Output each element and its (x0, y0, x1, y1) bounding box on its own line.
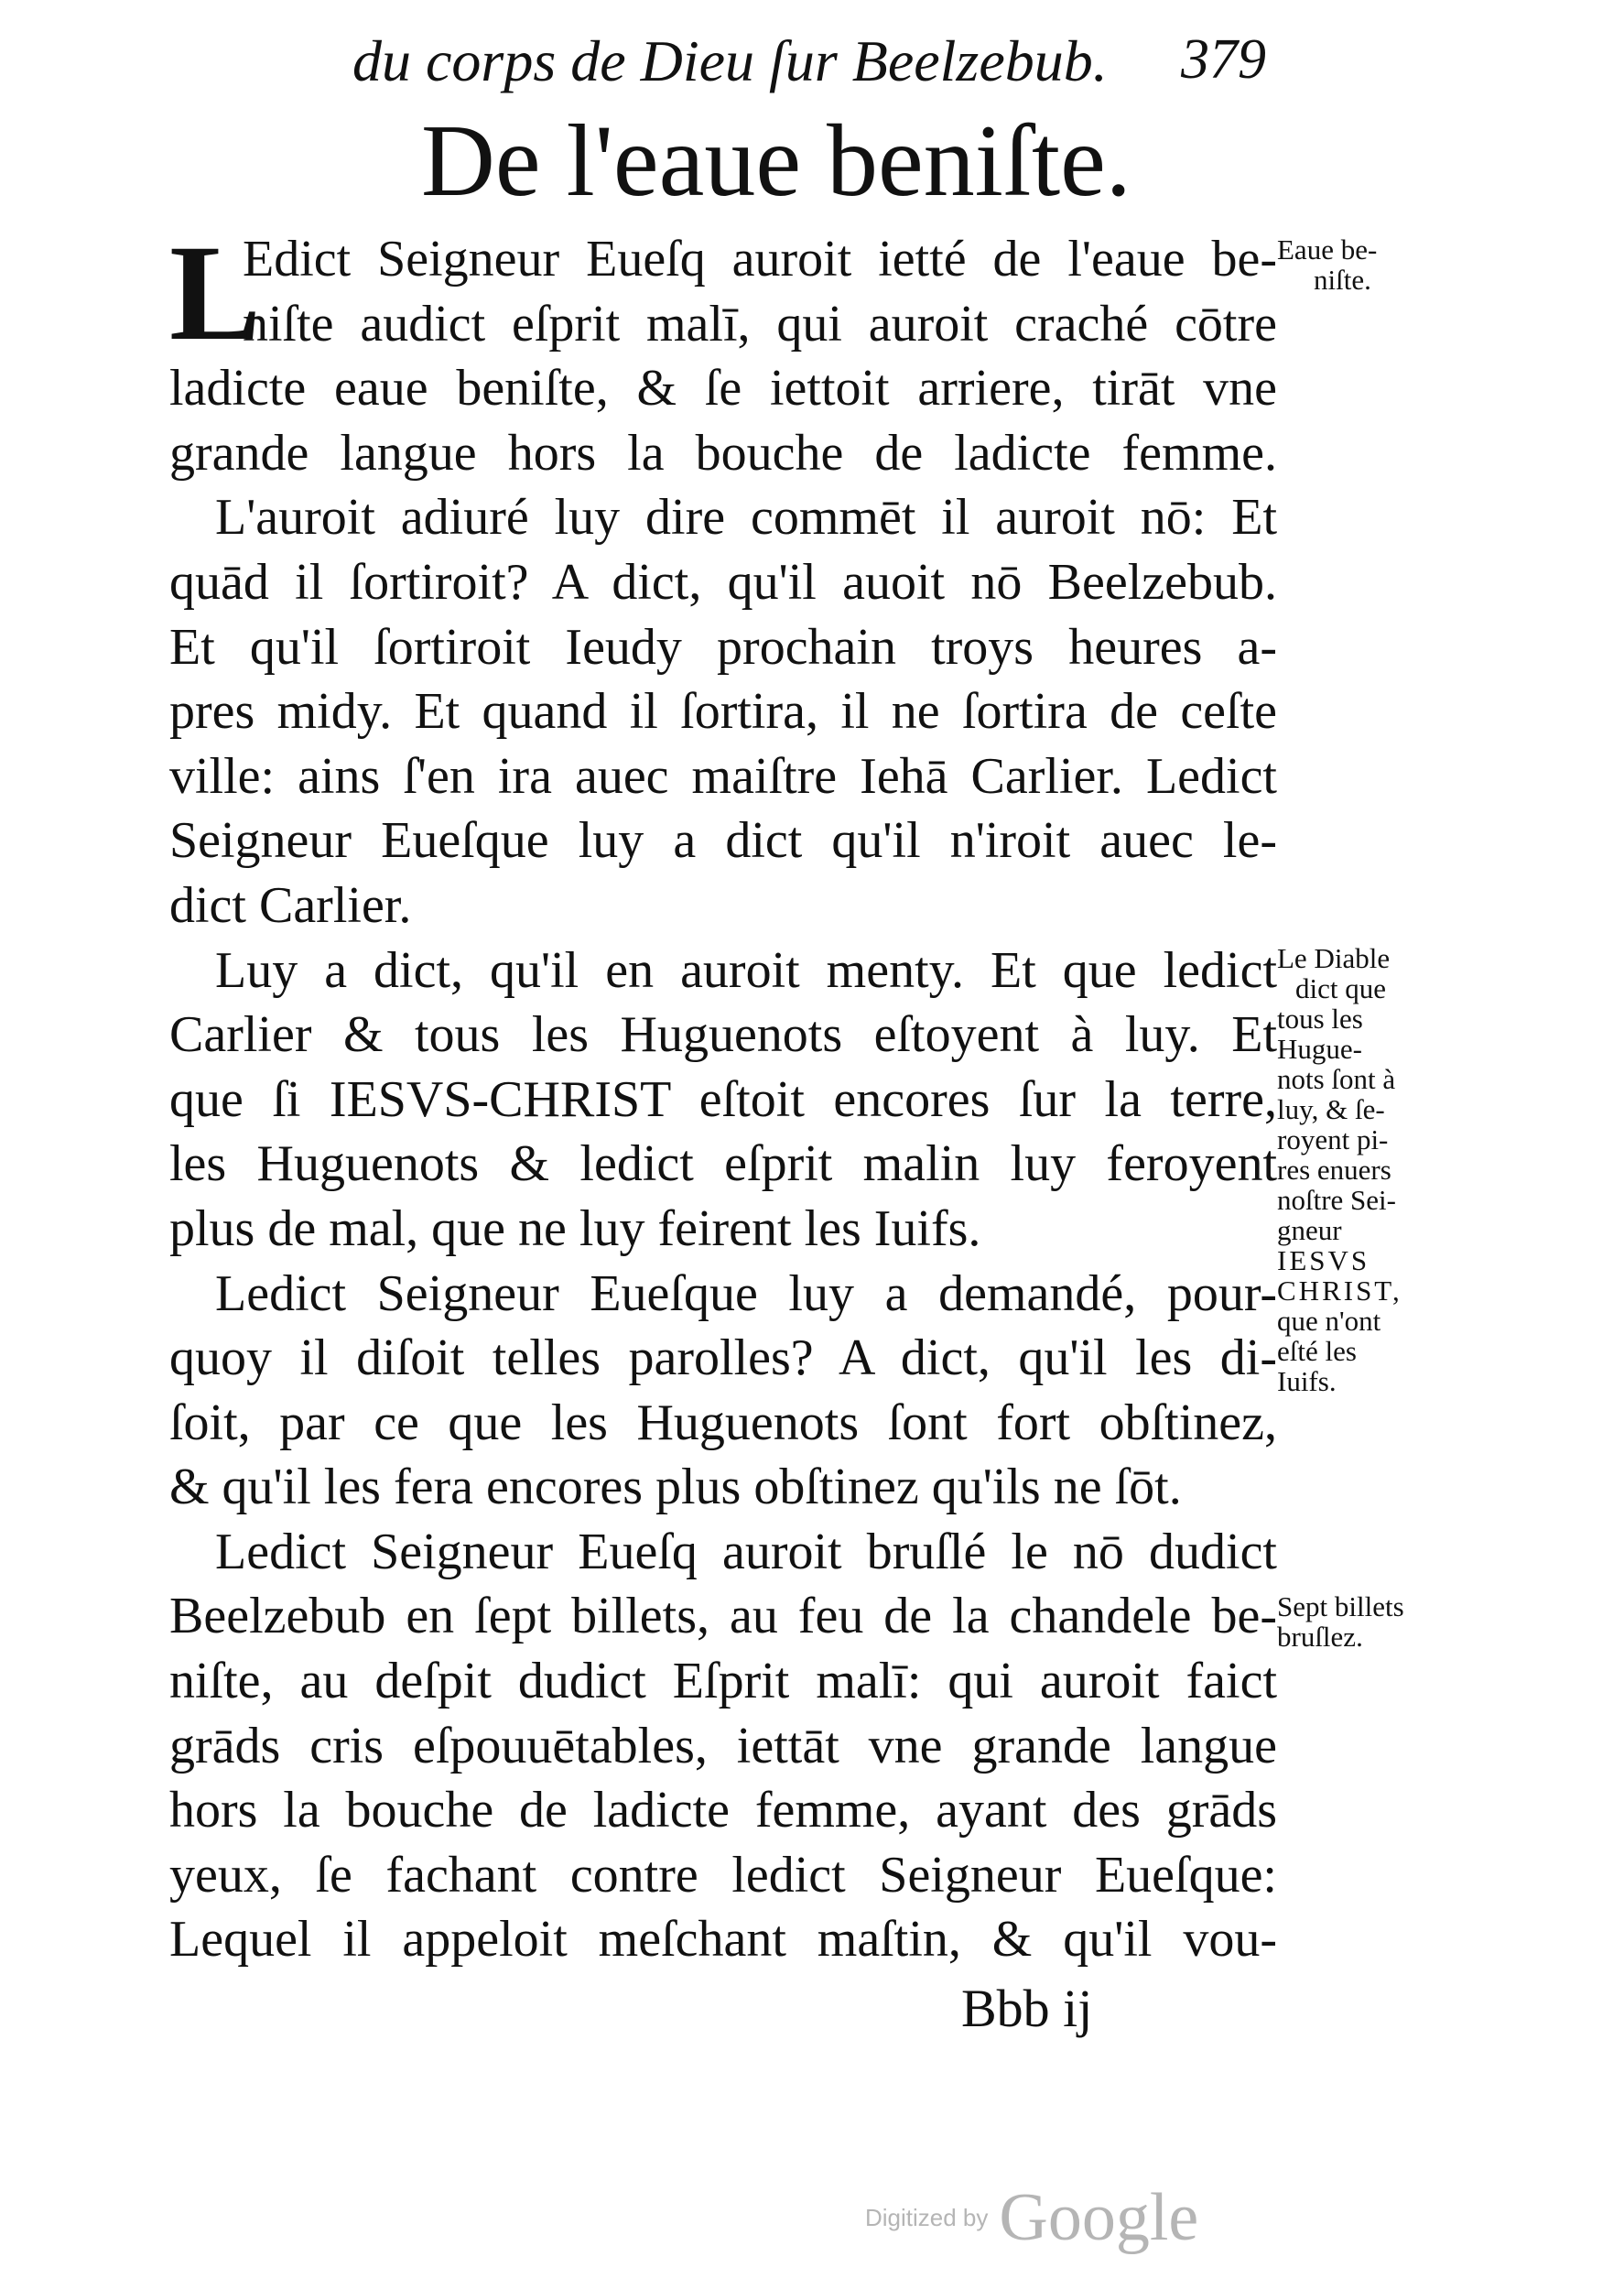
text-line: pres midy. Et quand il ſortira, il ne ſortira de ceſte (169, 683, 1277, 741)
google-logo: Google (999, 2180, 1199, 2255)
text-line: Edict Seigneur Eueſq auroit ietté de l'eaue be- (243, 231, 1277, 287)
text-line: Carlier & tous les Huguenots eſtoyent à luy. Et (169, 1006, 1277, 1064)
text-line: ville: ains ſ'en ira auec maiſtre Iehā Carlier. Ledict (169, 747, 1277, 805)
running-head: du corps de Dieu ſur Beelzebub. (352, 28, 1108, 93)
text-line: L'auroit adiuré luy dire commēt il auroit nō: Et (215, 489, 1277, 547)
text-line: ſoit, par ce que les Huguenots ſont fort obſtinez, (169, 1394, 1277, 1451)
text-line: & qu'il les fera encores plus obſtinez qu'ils ne ſōt. (169, 1459, 1182, 1516)
margin-note-line: Le Diable (1277, 942, 1391, 974)
digitized-by-label: Digitized by (865, 2204, 989, 2231)
margin-note-line: bruſlez. (1277, 1621, 1363, 1653)
text-line: grande langue hors la bouche de ladicte femme. (169, 424, 1277, 482)
margin-note-line: Iuifs. (1277, 1365, 1337, 1397)
margin-note-line: Hugue- (1277, 1033, 1362, 1065)
margin-note-line: Sept billets (1277, 1590, 1404, 1622)
drop-cap: L (169, 217, 262, 369)
margin-note-line: Eaue be- (1277, 233, 1378, 266)
text-line: quād il ſortiroit? A dict, qu'il auoit nō Beelzebub. (169, 553, 1277, 611)
text-line: Luy a dict, qu'il en auroit menty. Et que ledict (215, 941, 1277, 999)
text-line: quoy il diſoit telles parolles? A dict, qu'il les di- (169, 1329, 1277, 1387)
margin-note-line: eſté les (1277, 1335, 1357, 1367)
margin-note-line: nots ſont à (1277, 1063, 1396, 1095)
page-number: 379 (1181, 28, 1266, 91)
text-line: Et qu'il ſortiroit Ieudy prochain troys heures a- (169, 618, 1277, 676)
text-line: Beelzebub en ſept billets, au feu de la chandele be- (169, 1588, 1277, 1645)
margin-note-diable (1277, 943, 1437, 1396)
body-text (169, 217, 1277, 1972)
text-line: que ſi IESVS-CHRIST eſtoit encores ſur la terre, (169, 1070, 1277, 1128)
signature-mark: Bbb ij (961, 1979, 1093, 2038)
text-line: Lequel il appeloit meſchant maſtin, & qu'il vou- (169, 1911, 1277, 1969)
text-line: grāds cris eſpouuētables, iettāt vne grande langue (169, 1717, 1277, 1774)
margin-note-line: IESVS (1277, 1244, 1370, 1276)
margin-note-line: res enuers (1277, 1154, 1391, 1186)
text-line: yeux, ſe fachant contre ledict Seigneur Eueſque: (169, 1846, 1277, 1904)
text-line: Seigneur Eueſque luy a dict qu'il n'iroit auec le- (169, 812, 1277, 870)
margin-note-sept-billets (1277, 1591, 1437, 1652)
text-line: niſte audict eſprit malī, qui auroit craché cōtre (243, 295, 1277, 353)
text-line: plus de mal, que ne luy feirent les Iuifs. (169, 1199, 981, 1257)
text-line: dict Carlier. (169, 876, 412, 934)
section-title: De l'eaue beniſte. (421, 104, 1131, 218)
digitized-watermark (865, 2179, 1198, 2257)
margin-note-line: niſte. (1314, 264, 1371, 296)
margin-note-line: CHRIST, (1277, 1275, 1402, 1307)
text-line: hors la bouche de ladicte femme, ayant des grāds (169, 1782, 1277, 1839)
text-line: Ledict Seigneur Eueſque luy a demandé, pour- (215, 1264, 1277, 1322)
margin-note-eaue-beniste (1277, 234, 1437, 295)
margin-note-line: gneur (1277, 1214, 1342, 1246)
text-line: Ledict Seigneur Eueſq auroit bruſlé le nō dudict (215, 1523, 1277, 1580)
margin-note-line: dict que (1295, 972, 1386, 1004)
margin-note-line: luy, & ſe- (1277, 1093, 1385, 1125)
text-line: les Huguenots & ledict eſprit malin luy feroyent (169, 1135, 1277, 1193)
margin-note-line: royent pi- (1277, 1123, 1389, 1155)
text-line: ladicte eaue beniſte, & ſe iettoit arriere, tirāt vne (169, 360, 1277, 418)
margin-note-line: que n'ont (1277, 1305, 1381, 1337)
text-line: niſte, au deſpit dudict Eſprit malī: qui auroit faict (169, 1653, 1277, 1710)
margin-note-line: tous les (1277, 1003, 1363, 1035)
margin-note-line: noſtre Sei- (1277, 1184, 1396, 1216)
